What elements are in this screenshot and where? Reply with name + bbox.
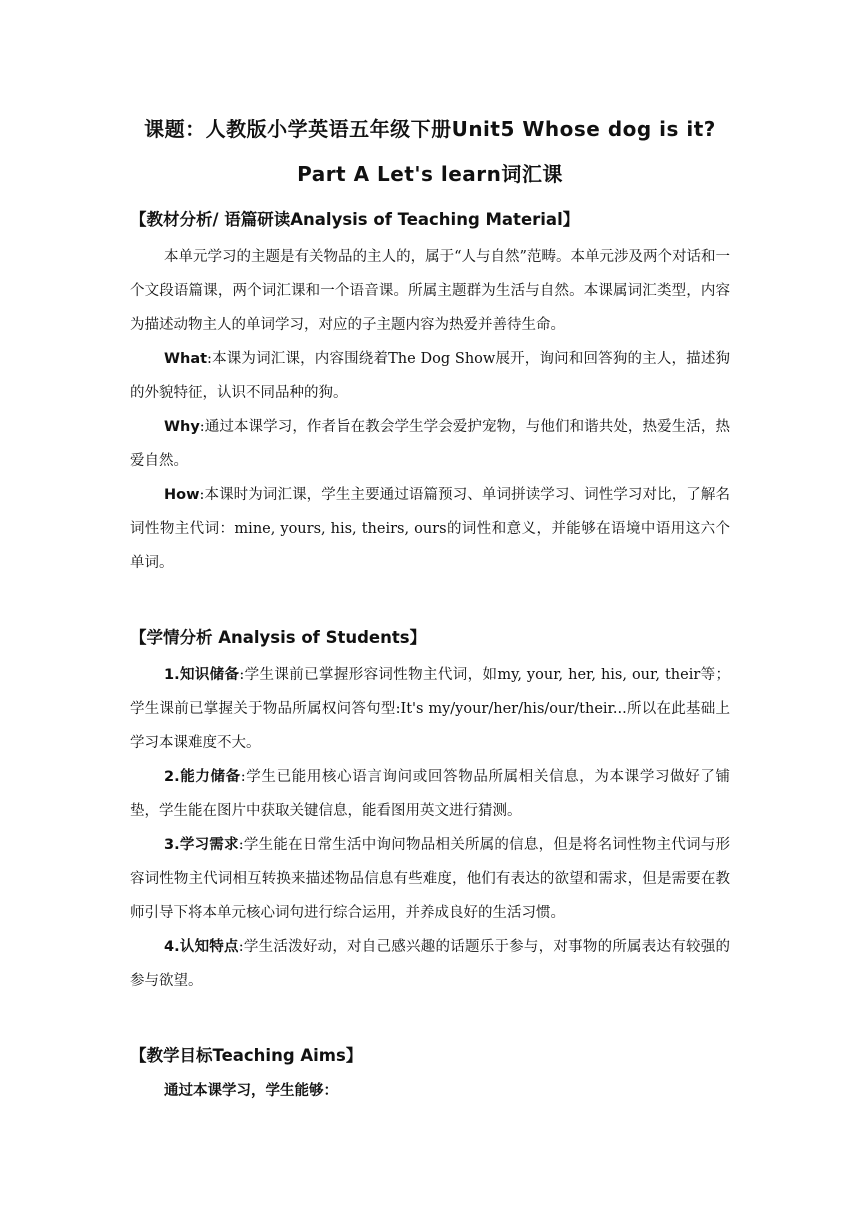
how-label: How [164, 487, 200, 503]
students-item-label: 1.知识储备 [164, 667, 240, 683]
section-heading-aims: 【教学目标Teaching Aims】 [130, 1046, 363, 1065]
what-paragraph [130, 342, 730, 410]
students-item-label: 3.学习需求 [164, 837, 239, 853]
what-text: :本课为词汇课，内容围绕着The Dog Show展开，询问和回答狗的主人，描述狗的外貌特征，认识不同品种的狗。 [130, 351, 730, 401]
students-item [130, 658, 730, 760]
material-intro-paragraph: 本单元学习的主题是有关物品的主人的，属于“人与自然”范畴。本单元涉及两个对话和一个文段语篇课，两个词汇课和一个语音课。所属主题群为生活与自然。本课属词汇类型，内容为描述动物主人的单词学习，对应的子主题内容为热爱并善待生命。 [130, 249, 730, 333]
students-item-text: :学生课前已掌握形容词性物主代词，如my, your, her, his, our, their等；学生课前已掌握关于物品所属权问答句型:It's my/your/her/his/our/their...所以在此基础上学习本课难度不大。 [130, 667, 730, 751]
students-item-label: 2.能力储备 [164, 769, 241, 785]
document-title-line2: Part A Let's learn词汇课 [297, 162, 563, 186]
students-analysis-body [130, 658, 730, 998]
section-heading-material: 【教材分析/ 语篇研读Analysis of Teaching Material】 [130, 210, 580, 229]
why-paragraph [130, 410, 730, 478]
aims-lead: 通过本课学习，学生能够： [164, 1083, 338, 1099]
what-label: What [164, 351, 208, 367]
students-item [130, 760, 730, 828]
why-label: Why [164, 419, 200, 435]
why-text: :通过本课学习，作者旨在教会学生学会爱护宠物，与他们和谐共处，热爱生活，热爱自然。 [130, 419, 730, 469]
material-analysis-body [130, 240, 730, 580]
students-item-text: :学生活泼好动，对自己感兴趣的话题乐于参与，对事物的所属表达有较强的参与欲望。 [130, 939, 730, 989]
students-item-label: 4.认知特点 [164, 939, 239, 955]
students-item [130, 930, 730, 998]
students-item [130, 828, 730, 930]
students-item-text: :学生已能用核心语言询问或回答物品所属相关信息，为本课学习做好了铺垫，学生能在图片中获取关键信息，能看图用英文进行猜测。 [130, 769, 730, 819]
aims-body [130, 1074, 730, 1108]
section-heading-students: 【学情分析 Analysis of Students】 [130, 628, 427, 647]
how-paragraph [130, 478, 730, 580]
how-text: :本课时为词汇课，学生主要通过语篇预习、单词拼读学习、词性学习对比，了解名词性物主代词：mine, yours, his, theirs, ours的词性和意义，并能够在语境中语用这六个单词。 [130, 487, 730, 571]
students-item-text: :学生能在日常生活中询问物品相关所属的信息，但是将名词性物主代词与形容词性物主代词相互转换来描述物品信息有些难度，他们有表达的欲望和需求，但是需要在教师引导下将本单元核心词句进行综合运用，并养成良好的生活习惯。 [130, 837, 730, 921]
document-title-line1: 课题：人教版小学英语五年级下册Unit5 Whose dog is it? [144, 117, 716, 141]
